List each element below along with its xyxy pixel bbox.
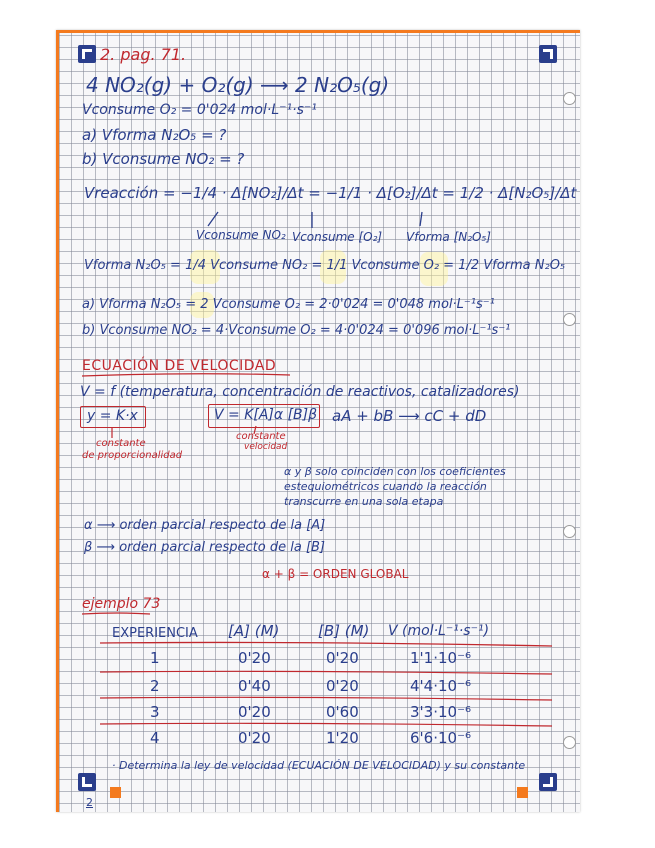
table-header-a: [A] (M) bbox=[228, 622, 280, 640]
label-velocidad: velocidad bbox=[244, 442, 288, 452]
binder-hole-bottom bbox=[563, 736, 576, 749]
general-reaction: aA + bB ⟶ cC + dD bbox=[332, 407, 487, 425]
table-header-b: [B] (M) bbox=[318, 622, 370, 640]
rate-relation: Vforma N₂O₅ = 1/4 Vconsume NO₂ = 1/1 Vconsume O₂ = 1/2 Vforma N₂O₅ bbox=[84, 258, 566, 273]
brand-logo-icon-top-left bbox=[78, 45, 96, 63]
table-row-4-v: 6'6·10⁻⁶ bbox=[410, 729, 471, 747]
table-row-2-v: 4'4·10⁻⁶ bbox=[410, 677, 471, 695]
rate-label-o2: Vconsume [O₂] bbox=[292, 230, 383, 244]
orange-corner-square-right bbox=[517, 787, 528, 798]
table-header-experiencia: EXPERIENCIA bbox=[112, 626, 198, 641]
label-constante-prop: constante bbox=[96, 438, 146, 449]
note-line-2: estequiométricos cuando la reacción bbox=[284, 480, 487, 493]
linear-equation: y = K·x bbox=[87, 408, 138, 424]
top-orange-edge bbox=[56, 30, 580, 33]
binder-hole-top bbox=[563, 92, 576, 105]
left-orange-edge bbox=[56, 30, 59, 812]
page-number: 2 bbox=[86, 796, 93, 809]
table-header-v: V (mol·L⁻¹·s⁻¹) bbox=[388, 623, 490, 639]
table-row-2-exp: 2 bbox=[150, 677, 160, 695]
order-beta: β ⟶ orden parcial respecto de la [B] bbox=[84, 540, 326, 555]
answer-a: a) Vforma N₂O₅ = 2 Vconsume O₂ = 2·0'024 = 0'048 mol·L⁻¹s⁻¹ bbox=[82, 297, 495, 312]
order-alpha: α ⟶ orden parcial respecto de la [A] bbox=[84, 518, 326, 533]
table-row-3-a: 0'20 bbox=[238, 703, 271, 721]
table-row-2-a: 0'40 bbox=[238, 677, 271, 695]
rate-label-n2o5: Vforma [N₂O₅] bbox=[406, 230, 491, 244]
footer-task: · Determina la ley de velocidad (ECUACIÓN DE VELOCIDAD) y su constante bbox=[112, 759, 526, 772]
brand-logo-icon-bottom-right bbox=[539, 773, 557, 791]
label-proporcionalidad: de proporcionalidad bbox=[82, 450, 183, 461]
label-constante-vel: constante bbox=[236, 431, 286, 442]
table-row-1-v: 1'1·10⁻⁶ bbox=[410, 649, 471, 667]
table-row-4-a: 0'20 bbox=[238, 729, 271, 747]
v-definition: V = f (temperatura, concentración de reactivos, catalizadores) bbox=[80, 384, 520, 400]
table-row-1-a: 0'20 bbox=[238, 649, 271, 667]
given-rate: Vconsume O₂ = 0'024 mol·L⁻¹·s⁻¹ bbox=[82, 102, 317, 118]
table-row-3-v: 3'3·10⁻⁶ bbox=[410, 703, 471, 721]
table-row-4-b: 1'20 bbox=[326, 729, 359, 747]
note-line-1: α y β solo coinciden con los coeficientes bbox=[284, 465, 506, 478]
order-global: α + β = ORDEN GLOBAL bbox=[262, 567, 409, 581]
section-title: ECUACIÓN DE VELOCIDAD bbox=[82, 358, 277, 374]
answer-b: b) Vconsume NO₂ = 4·Vconsume O₂ = 4·0'024 = 0'096 mol·L⁻¹s⁻¹ bbox=[82, 323, 511, 338]
rate-label-no2: Vconsume NO₂ bbox=[196, 228, 286, 242]
binder-hole-mid bbox=[563, 313, 576, 326]
question-a: a) Vforma N₂O₅ = ? bbox=[82, 126, 227, 144]
example-title: ejemplo 73 bbox=[82, 596, 161, 612]
rate-law: V = K[A]α [B]β bbox=[214, 407, 318, 423]
question-b: b) Vconsume NO₂ = ? bbox=[82, 150, 245, 168]
table-row-3-exp: 3 bbox=[150, 703, 160, 721]
table-row-1-exp: 1 bbox=[150, 649, 160, 667]
table-row-1-b: 0'20 bbox=[326, 649, 359, 667]
reaction-equation: 4 NO₂(g) + O₂(g) ⟶ 2 N₂O₅(g) bbox=[86, 73, 390, 97]
table-row-3-b: 0'60 bbox=[326, 703, 359, 721]
table-row-4-exp: 4 bbox=[150, 729, 160, 747]
orange-corner-square-left bbox=[110, 787, 121, 798]
note-line-3: transcurre en una sola etapa bbox=[284, 495, 444, 508]
page-reference-title: 2. pag. 71. bbox=[100, 45, 187, 64]
brand-logo-icon-bottom-left bbox=[78, 773, 96, 791]
binder-hole-lower bbox=[563, 525, 576, 538]
table-row-2-b: 0'20 bbox=[326, 677, 359, 695]
rate-expression: Vreacción = −1/4 · Δ[NO₂]/Δt = −1/1 · Δ[O₂]/Δt = 1/2 · Δ[N₂O₅]/Δt bbox=[84, 184, 577, 202]
brand-logo-icon-top-right bbox=[539, 45, 557, 63]
